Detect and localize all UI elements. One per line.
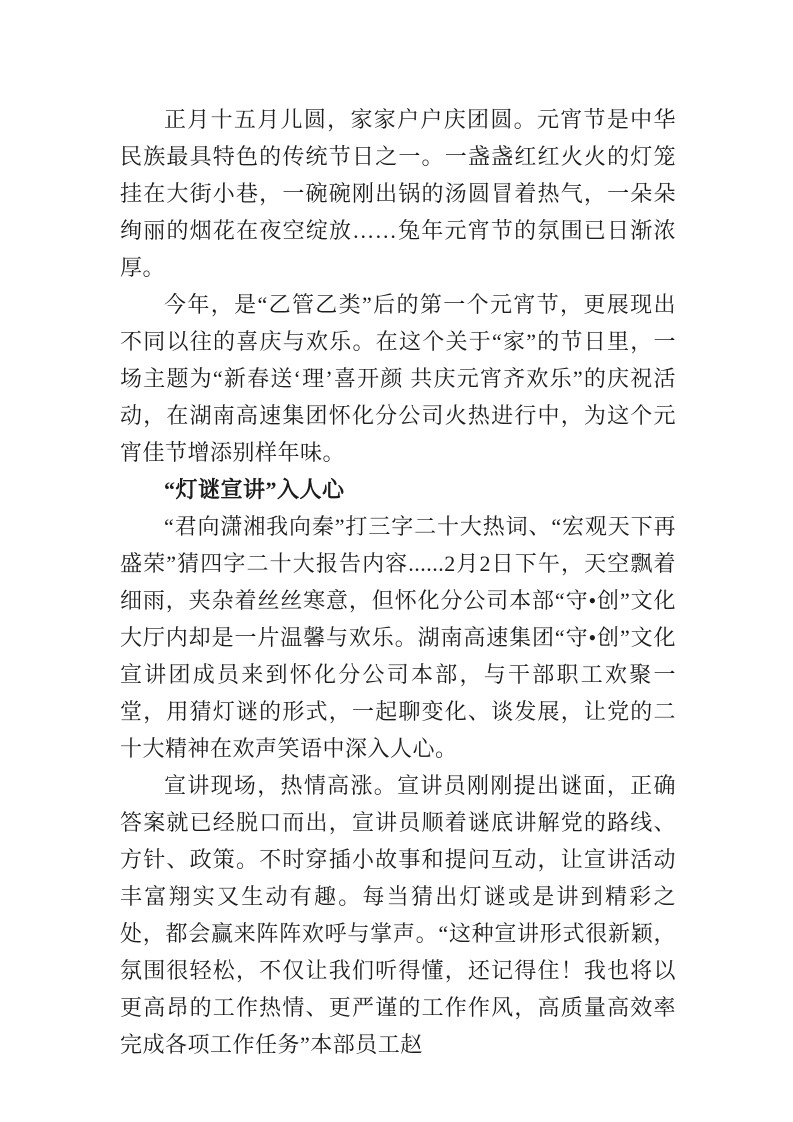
paragraph-scene-reaction: 宣讲现场，热情高涨。宣讲员刚刚提出谜面，正确答案就已经脱口而出，宣讲员顺着谜底讲解党的路线、方针、政策。不时穿插小故事和提问互动，让宣讲活动丰富翔实又生动有趣。每当猜出灯谜或是讲到精彩之处，都会赢来阵阵欢呼与掌声。“这种宣讲形式很新颖，氛围很轻松，不仅让我们听得懂，还记得住！我也将以更高昂的工作热情、更严谨的工作作风，高质量高效率完成各项工作任务”本部员工赵	[120, 773, 676, 1057]
document-text-area	[120, 101, 676, 1063]
paragraph-festival-intro: 正月十五月儿圆，家家户户庆团圆。元宵节是中华民族最具特色的传统节日之一。一盏盏红红火火的灯笼挂在大街小巷，一碗碗刚出锅的汤圆冒着热气，一朵朵绚丽的烟花在夜空绽放……兔年元宵节的氛围已日渐浓厚。	[120, 107, 676, 280]
paragraph-riddle-session: “君向潇湘我向秦”打三字二十大热词、“宏观天下再盛荣”猜四字二十大报告内容......2月2日下午，天空飘着细雨，夹杂着丝丝寒意，但怀化分公司本部“守•创”文化大厅内却是一片温馨与欢乐。湖南高速集团“守•创”文化宣讲团成员来到怀化分公司本部，与干部职工欢聚一堂，用猜灯谜的形式，一起聊变化、谈发展，让党的二十大精神在欢声笑语中深入人心。	[120, 514, 676, 761]
section-heading-lantern-riddle: “灯谜宣讲”入人心	[164, 477, 345, 502]
paragraph-event-overview: 今年，是“乙管乙类”后的第一个元宵节，更展现出不同以往的喜庆与欢乐。在这个关于“家”的节日里，一场主题为“新春送‘理’喜开颜 共庆元宵齐欢乐”的庆祝活动，在湖南高速集团怀化分公司火热进行中，为这个元宵佳节增添别样年味。	[120, 292, 676, 465]
